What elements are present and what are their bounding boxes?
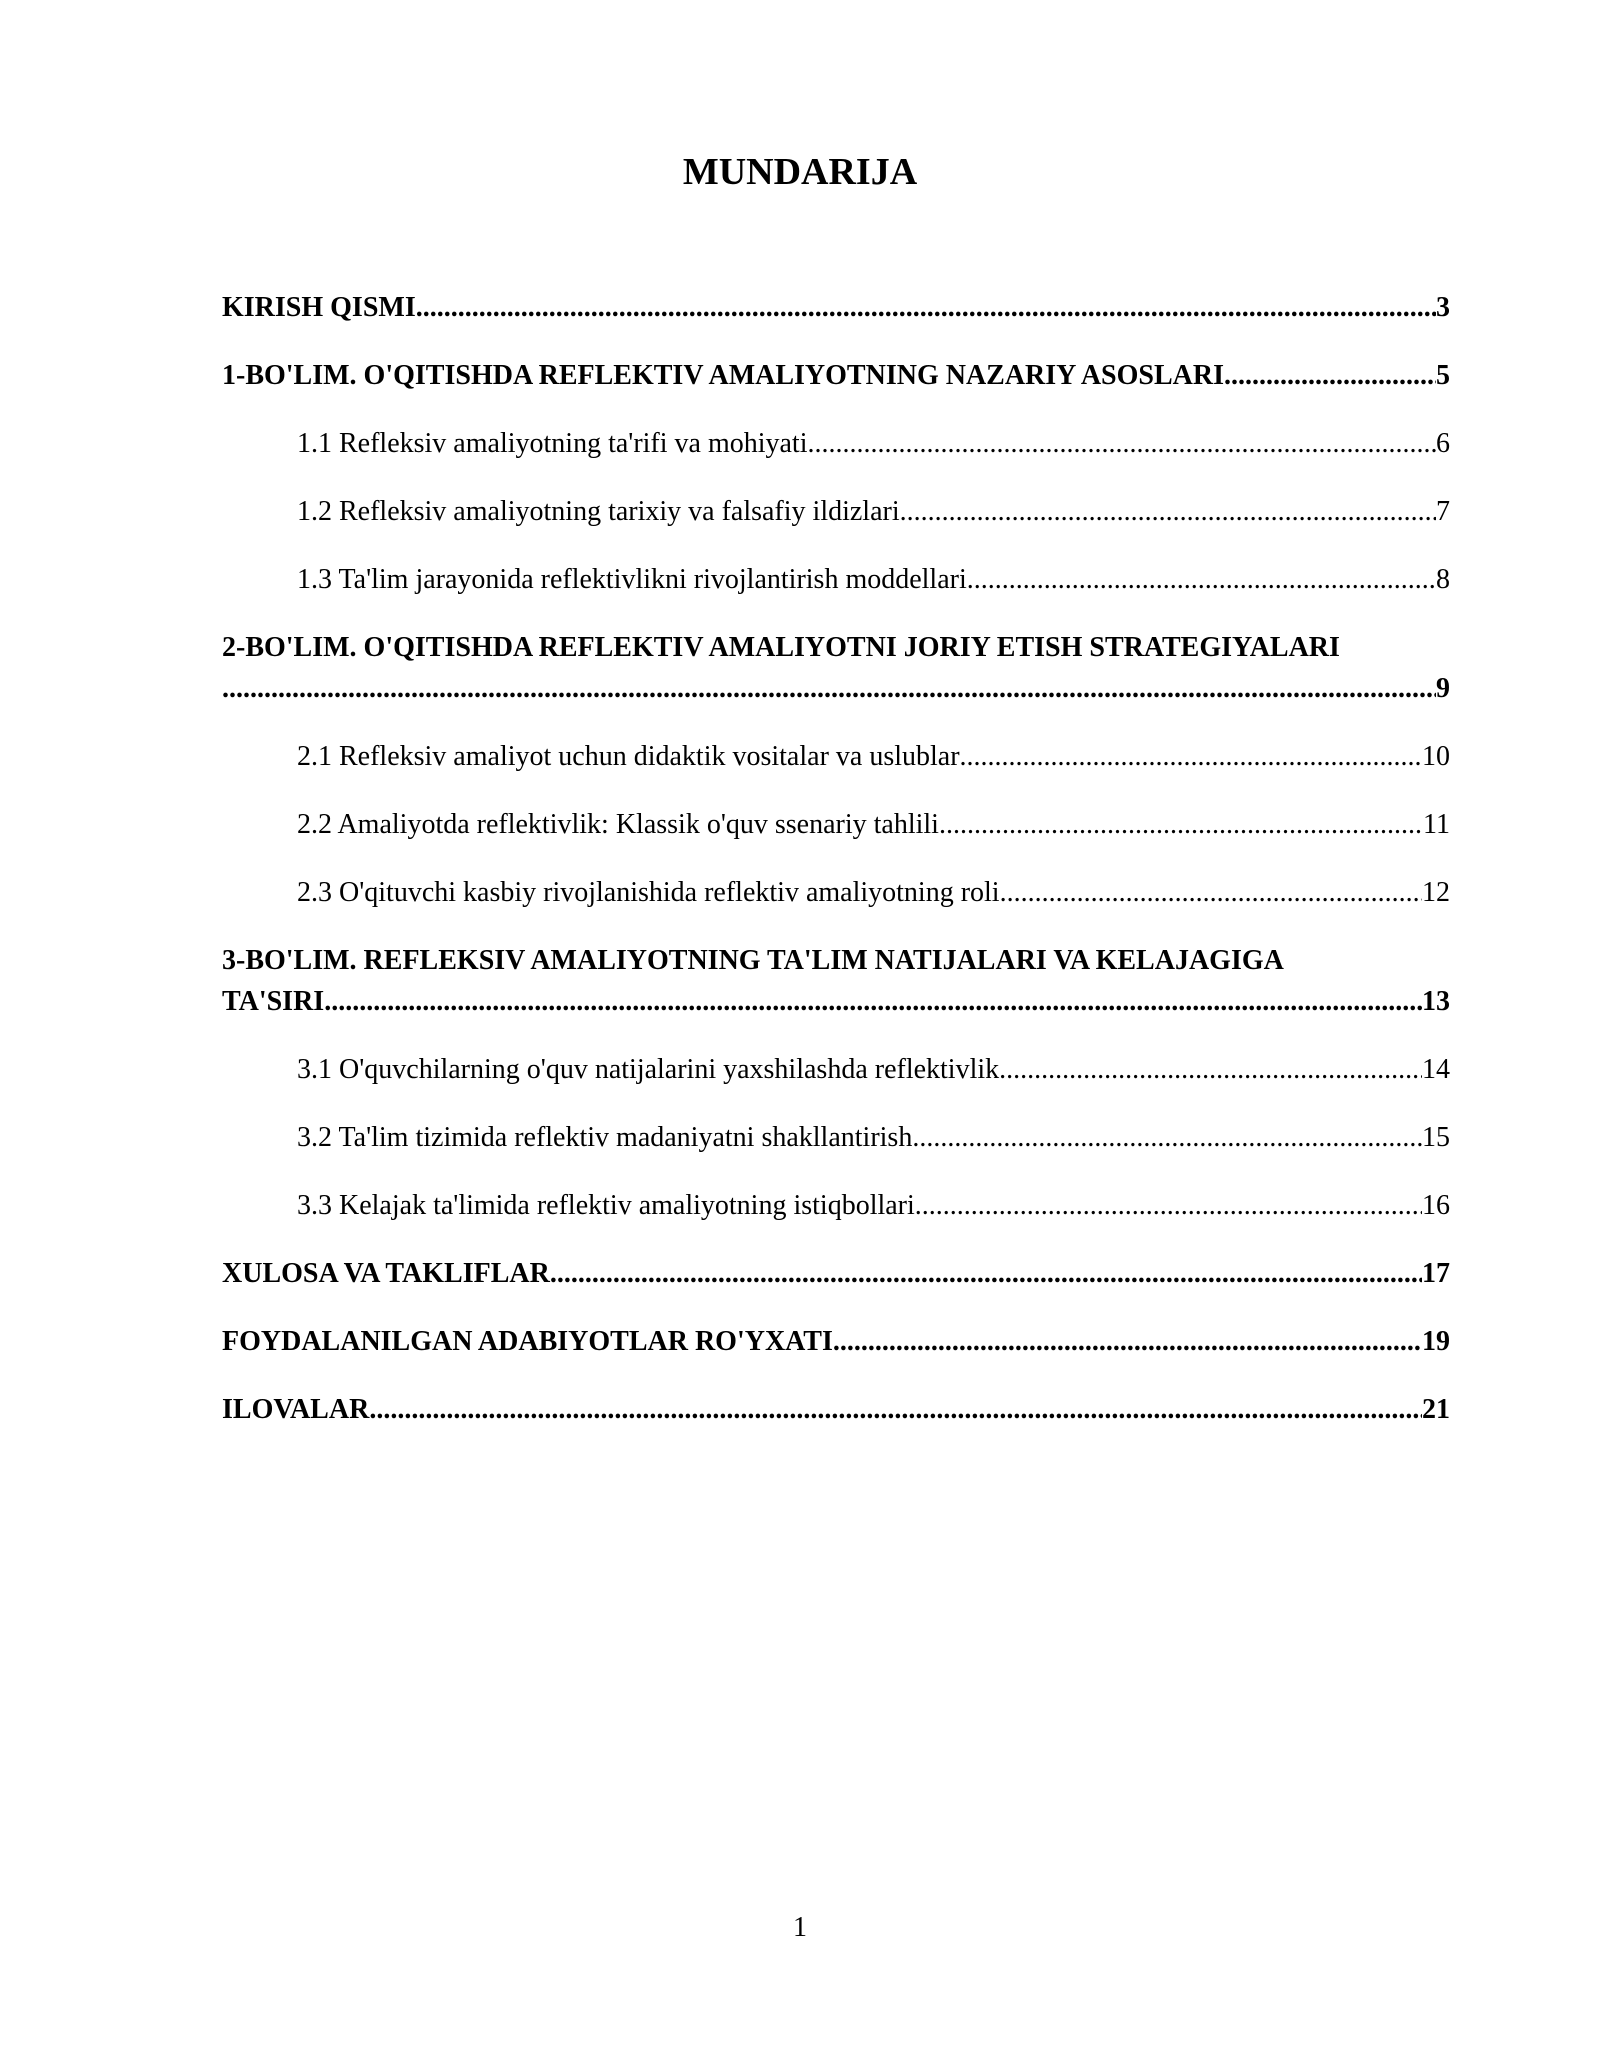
toc-entry[interactable] — [222, 1253, 1450, 1294]
toc-entry-title: 1-BO'LIM. O'QITISHDA REFLEKTIV AMALIYOTNING NAZARIY ASOSLARI — [222, 360, 1224, 391]
toc-entry-title: 1.1 Refleksiv amaliyotning ta'rifi va mohiyati — [297, 428, 808, 459]
toc-entry[interactable] — [222, 804, 1450, 845]
page-number: 1 — [793, 1912, 807, 1943]
toc-page-number: 21 — [1422, 1394, 1450, 1425]
dot-leader — [222, 668, 1436, 709]
table-of-contents — [222, 287, 1450, 1457]
toc-entry-title: 2.1 Refleksiv amaliyot uchun didaktik vositalar va uslublar — [297, 741, 960, 772]
dot-leader — [369, 1389, 1422, 1430]
toc-entry-title: KIRISH QISMI — [222, 292, 416, 323]
toc-entry[interactable] — [222, 287, 1450, 328]
dot-leader — [324, 981, 1422, 1022]
dot-leader — [912, 1117, 1422, 1158]
dot-leader — [833, 1321, 1422, 1362]
toc-page-number: 7 — [1436, 496, 1450, 527]
toc-entry-title: ILOVALAR — [222, 1394, 370, 1425]
toc-entry[interactable] — [222, 559, 1450, 600]
toc-page-number: 11 — [1423, 809, 1450, 840]
toc-page-number: 15 — [1422, 1122, 1450, 1153]
toc-page-number: 19 — [1422, 1326, 1450, 1357]
toc-page-number: 3 — [1436, 292, 1450, 323]
toc-entry[interactable] — [222, 736, 1450, 777]
toc-entry[interactable] — [222, 1321, 1450, 1362]
toc-entry-title-line: 2-BO'LIM. O'QITISHDA REFLEKTIV AMALIYOTNI JORIY ETISH STRATEGIYALARI — [222, 632, 1340, 663]
toc-entry[interactable] — [222, 1185, 1450, 1226]
dot-leader — [960, 736, 1422, 777]
toc-entry-title: XULOSA VA TAKLIFLAR — [222, 1258, 550, 1289]
toc-page-number: 10 — [1422, 741, 1450, 772]
toc-entry[interactable] — [222, 1049, 1450, 1090]
dot-leader — [967, 559, 1436, 600]
dot-leader — [900, 491, 1436, 532]
toc-entry-title-line: 3-BO'LIM. REFLEKSIV AMALIYOTNING TA'LIM NATIJALARI VA KELAJAGIGA — [222, 945, 1284, 976]
dot-leader — [939, 804, 1423, 845]
toc-entry-title: 2.2 Amaliyotda reflektivlik: Klassik o'quv ssenariy tahlili — [297, 809, 939, 840]
toc-entry[interactable] — [222, 940, 1450, 1022]
toc-entry-title: 1.3 Ta'lim jarayonida reflektivlikni rivojlantirish moddellari — [297, 564, 967, 595]
toc-entry[interactable] — [222, 491, 1450, 532]
toc-entry-title: FOYDALANILGAN ADABIYOTLAR RO'YXATI — [222, 1326, 833, 1357]
dot-leader — [550, 1253, 1422, 1294]
toc-page-number: 14 — [1422, 1054, 1450, 1085]
toc-entry-title: TA'SIRI — [222, 986, 325, 1017]
toc-entry-title: 2.3 O'qituvchi kasbiy rivojlanishida reflektiv amaliyotning roli — [297, 877, 1000, 908]
toc-page-number: 6 — [1436, 428, 1450, 459]
toc-page-number: 8 — [1436, 564, 1450, 595]
toc-page-number: 13 — [1422, 986, 1450, 1017]
dot-leader — [915, 1185, 1422, 1226]
dot-leader — [808, 423, 1437, 464]
dot-leader — [999, 1049, 1422, 1090]
toc-entry-title: 3.3 Kelajak ta'limida reflektiv amaliyotning istiqbollari — [297, 1190, 915, 1221]
toc-page-number: 12 — [1422, 877, 1450, 908]
dot-leader — [1224, 355, 1436, 396]
toc-entry[interactable] — [222, 355, 1450, 396]
toc-entry-title: 3.2 Ta'lim tizimida reflektiv madaniyatni shakllantirish — [297, 1122, 913, 1153]
dot-leader — [416, 287, 1436, 328]
toc-entry[interactable] — [222, 423, 1450, 464]
toc-page-number: 16 — [1422, 1190, 1450, 1221]
toc-entry-title: 3.1 O'quvchilarning o'quv natijalarini yaxshilashda reflektivlik — [297, 1054, 1000, 1085]
toc-page-number: 5 — [1436, 360, 1450, 391]
toc-page-number: 17 — [1422, 1258, 1450, 1289]
page-title: MUNDARIJA — [682, 151, 918, 193]
toc-entry[interactable] — [222, 872, 1450, 913]
toc-entry[interactable] — [222, 1117, 1450, 1158]
toc-entry-title: 1.2 Refleksiv amaliyotning tarixiy va falsafiy ildizlari — [297, 496, 900, 527]
toc-entry[interactable] — [222, 627, 1450, 709]
dot-leader — [1000, 872, 1422, 913]
toc-entry[interactable] — [222, 1389, 1450, 1430]
toc-page-number: 9 — [1436, 673, 1450, 704]
